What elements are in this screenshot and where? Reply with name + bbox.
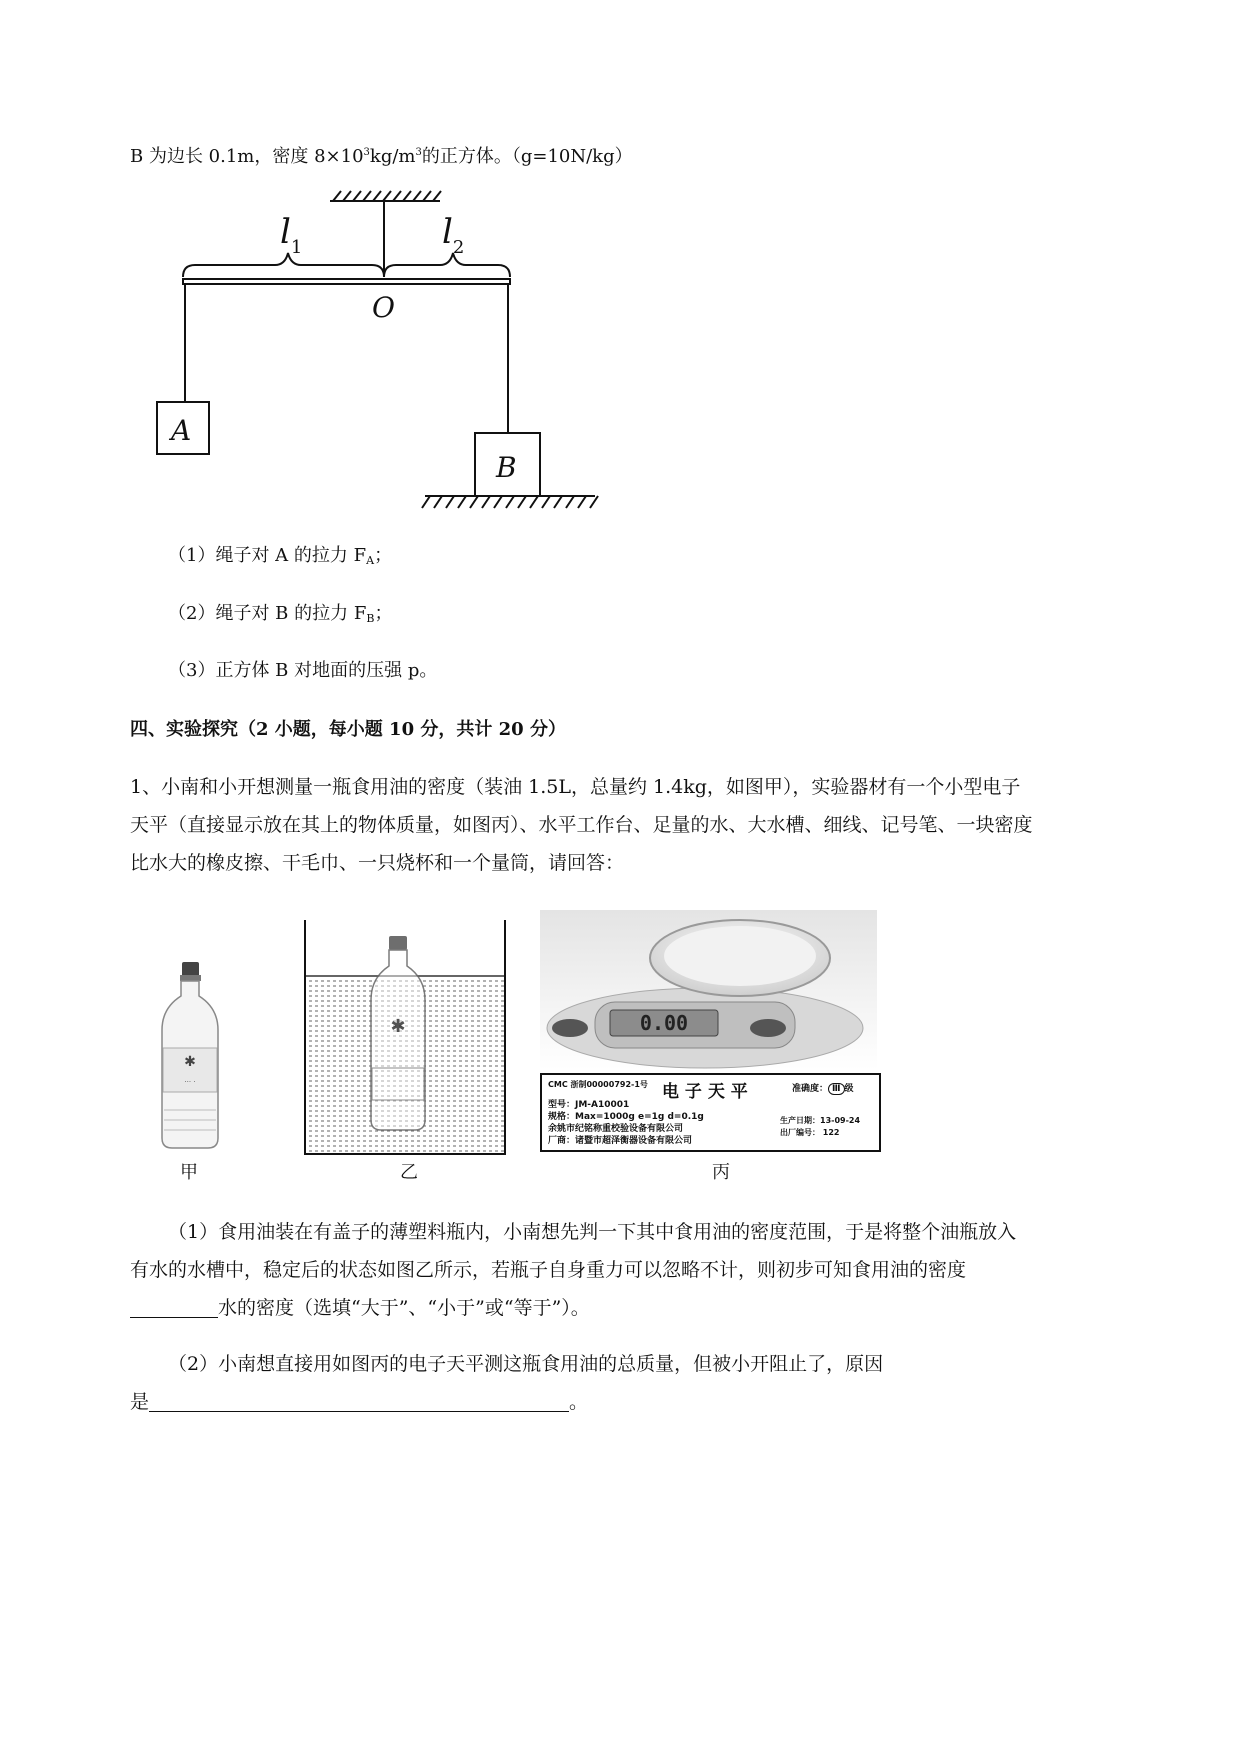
figure-jia-bottle [158, 960, 222, 1150]
svg-text:··· ·: ··· · [184, 1078, 196, 1086]
answer-blank-2[interactable] [149, 1391, 569, 1412]
scale-button-left [552, 1019, 588, 1037]
plate-maker1: 余姚市纪铭称重校验设备有限公司 [548, 1124, 684, 1134]
brace-l1 [183, 253, 384, 277]
answer-blank-1[interactable] [130, 1297, 218, 1318]
question-3: （3）正方体 B 对地面的压强 p。 [168, 660, 438, 681]
label-l2: $l_2$ [442, 212, 465, 258]
caption-jia: 甲 [180, 1162, 198, 1183]
svg-text:0.00: 0.00 [639, 1011, 689, 1035]
plate-spec: 规格：Max=1000g e=1g d=0.1g [548, 1112, 704, 1122]
plate-maker2: 厂商：诸暨市超泽衡器设备有限公司 [548, 1136, 693, 1146]
svg-text:✱: ✱ [390, 1016, 406, 1037]
floating-bottle [371, 936, 425, 1130]
intro-exp1: 3 [363, 147, 370, 158]
caption-bing: 丙 [712, 1162, 730, 1183]
intro-before: B 为边长 0.1m，密度 8×10 [130, 146, 364, 167]
lever-bar [183, 279, 510, 284]
sub-question-1: （1）食用油装在有盖子的薄塑料瓶内，小南想先判一下其中食用油的密度范围，于是将整个油瓶放入有水的水槽中，稳定后的状态如图乙所示，若瓶子自身重力可以忽略不计，则初步可知食用油的密度水的密度（选填“大于”、“小于”或“等于”）。 [130, 1221, 1017, 1319]
question-2: （2）绳子对 B 的拉力 $F_B$； [168, 603, 393, 625]
ceiling-hatch [330, 191, 441, 201]
plate-accuracy: 准确度： Ⅲ 级 [792, 1084, 854, 1094]
intro-after: 的正方体。（g=10N/kg） [421, 146, 633, 167]
intro-line [130, 142, 633, 168]
svg-text:✱: ✱ [184, 1054, 196, 1070]
plate-serial: 出厂编号： 122 [780, 1128, 840, 1137]
lever-diagram [140, 185, 620, 520]
question-1: （1）绳子对 A 的拉力 $F_A$； [168, 545, 393, 567]
label-a: A [171, 414, 192, 447]
ground-hatch [422, 496, 598, 508]
plate-cert: CMC 浙制00000792-1号 [548, 1080, 648, 1089]
intro-exp2: 3 [415, 147, 422, 158]
caption-yi: 乙 [400, 1162, 418, 1183]
figure-yi-tank [303, 920, 508, 1157]
figure-bing-scale [540, 910, 877, 1070]
plate-date: 生产日期：13-09-24 [780, 1116, 861, 1125]
label-l1: $l_1$ [280, 212, 303, 258]
plate-title: 电 子 天 平 [662, 1082, 748, 1102]
section-title: 四、实验探究（2 小题，每小题 10 分，共计 20 分） [130, 719, 566, 740]
sub-question-2: （2）小南想直接用如图丙的电子天平测这瓶食用油的总质量，但被小开阻止了，原因 是 。 [130, 1353, 884, 1413]
label-o: O [372, 291, 395, 324]
intro-mid: kg/m [369, 146, 416, 167]
problem-1-text: 1、小南和小开想测量一瓶食用油的密度（装油 1.5L，总量约 1.4kg，如图甲），实验器材有一个小型电子天平（直接显示放在其上的物体质量，如图丙）、水平工作台、足量的水、大水槽、细线、记号笔、一块密度比水大的橡皮擦、干毛巾、一只烧杯和一个量筒，请回答： [130, 776, 1033, 874]
brace-l2 [384, 253, 510, 277]
label-b: B [496, 451, 517, 484]
scale-button-right [750, 1019, 786, 1037]
plate-model: 型号：JM-A10001 [548, 1100, 630, 1110]
scale-nameplate [540, 1073, 881, 1152]
